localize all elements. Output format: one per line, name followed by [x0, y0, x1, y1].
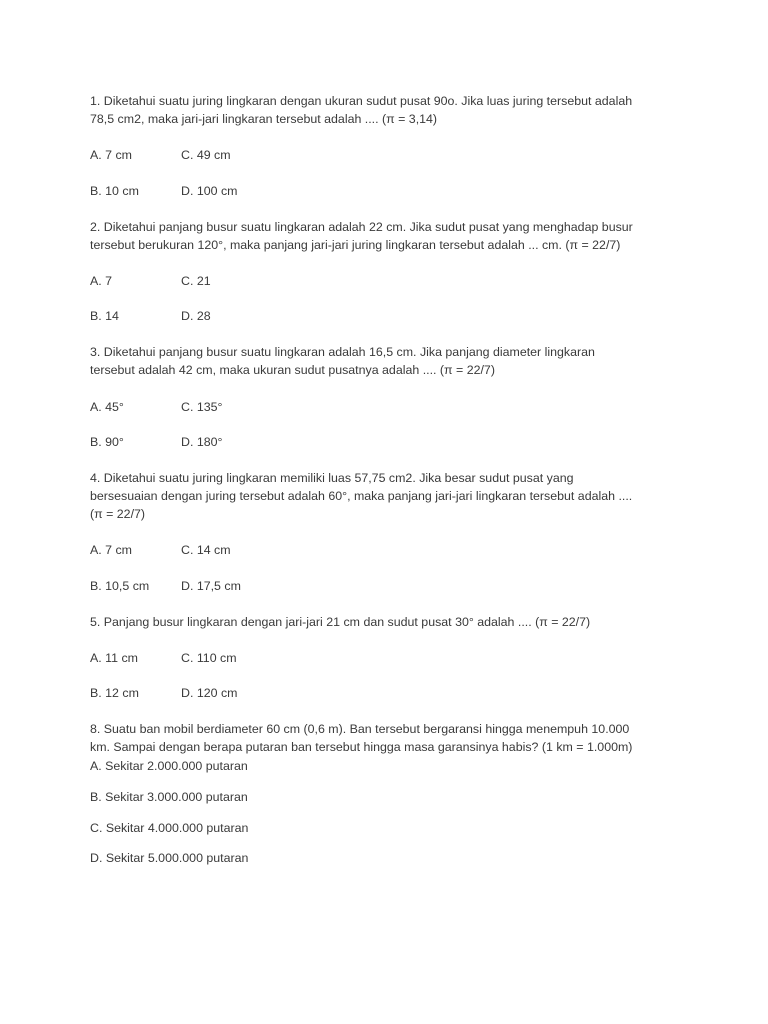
question-5-text: 5. Panjang busur lingkaran dengan jari-jari 21 cm dan sudut pusat 30° adalah .... (π = 22/7)	[90, 615, 591, 629]
question-4-option-b: B. 10,5 cm	[90, 579, 150, 593]
question-3-option-a: A. 45°	[90, 400, 124, 414]
question-2-text: 2. Diketahui panjang busur suatu lingkaran adalah 22 cm. Jika sudut pusat yang menghadap busur tersebut berukuran 120°, maka panjang jari-jari juring lingkaran tersebut adalah ... cm. (π = 22/7)	[90, 220, 633, 252]
question-3-text: 3. Diketahui panjang busur suatu lingkaran adalah 16,5 cm. Jika panjang diameter lingkaran tersebut adalah 42 cm, maka ukuran sudut pusatnya adalah .... (π = 22/7)	[90, 345, 595, 377]
question-2-option-c: C. 21	[181, 274, 211, 288]
question-3-option-d: D. 180°	[181, 435, 223, 449]
question-1-option-a: A. 7 cm	[90, 148, 132, 162]
question-5-option-d: D. 120 cm	[181, 686, 238, 700]
question-3-option-c: C. 135°	[181, 400, 223, 414]
question-1-option-d: D. 100 cm	[181, 184, 238, 198]
question-4-option-d: D. 17,5 cm	[181, 579, 241, 593]
question-1-text: 1. Diketahui suatu juring lingkaran dengan ukuran sudut pusat 90o. Jika luas juring tersebut adalah 78,5 cm2, maka jari-jari lingkaran tersebut adalah .... (π = 3,14)	[90, 94, 633, 126]
question-8-text: 8. Suatu ban mobil berdiameter 60 cm (0,6 m). Ban tersebut bergaransi hingga menempuh 10.000 km. Sampai dengan berapa putaran ban tersebut hingga masa garansinya habis? (1 km = 1.000m)	[90, 722, 633, 754]
question-5-option-b: B. 12 cm	[90, 686, 139, 700]
question-2-option-a: A. 7	[90, 274, 113, 288]
question-8-option-d: D. Sekitar 5.000.000 putaran	[90, 851, 249, 865]
question-1-option-c: C. 49 cm	[181, 148, 231, 162]
question-5-option-c: C. 110 cm	[181, 651, 237, 665]
question-8-option-a: A. Sekitar 2.000.000 putaran	[90, 759, 248, 773]
question-4-option-a: A. 7 cm	[90, 543, 132, 557]
question-2-option-d: D. 28	[181, 309, 211, 323]
question-8-option-b: B. Sekitar 3.000.000 putaran	[90, 790, 248, 804]
question-2-option-b: B. 14	[90, 309, 119, 323]
question-1-option-b: B. 10 cm	[90, 184, 139, 198]
question-4-option-c: C. 14 cm	[181, 543, 231, 557]
question-8-option-c: C. Sekitar 4.000.000 putaran	[90, 821, 249, 835]
question-5-option-a: A. 11 cm	[90, 651, 138, 665]
question-3-option-b: B. 90°	[90, 435, 124, 449]
question-4-text: 4. Diketahui suatu juring lingkaran memiliki luas 57,75 cm2. Jika besar sudut pusat yang bersesuaian dengan juring tersebut adalah 60°, maka panjang jari-jari lingkaran tersebut adalah .... (π = 22/7)	[90, 471, 633, 521]
